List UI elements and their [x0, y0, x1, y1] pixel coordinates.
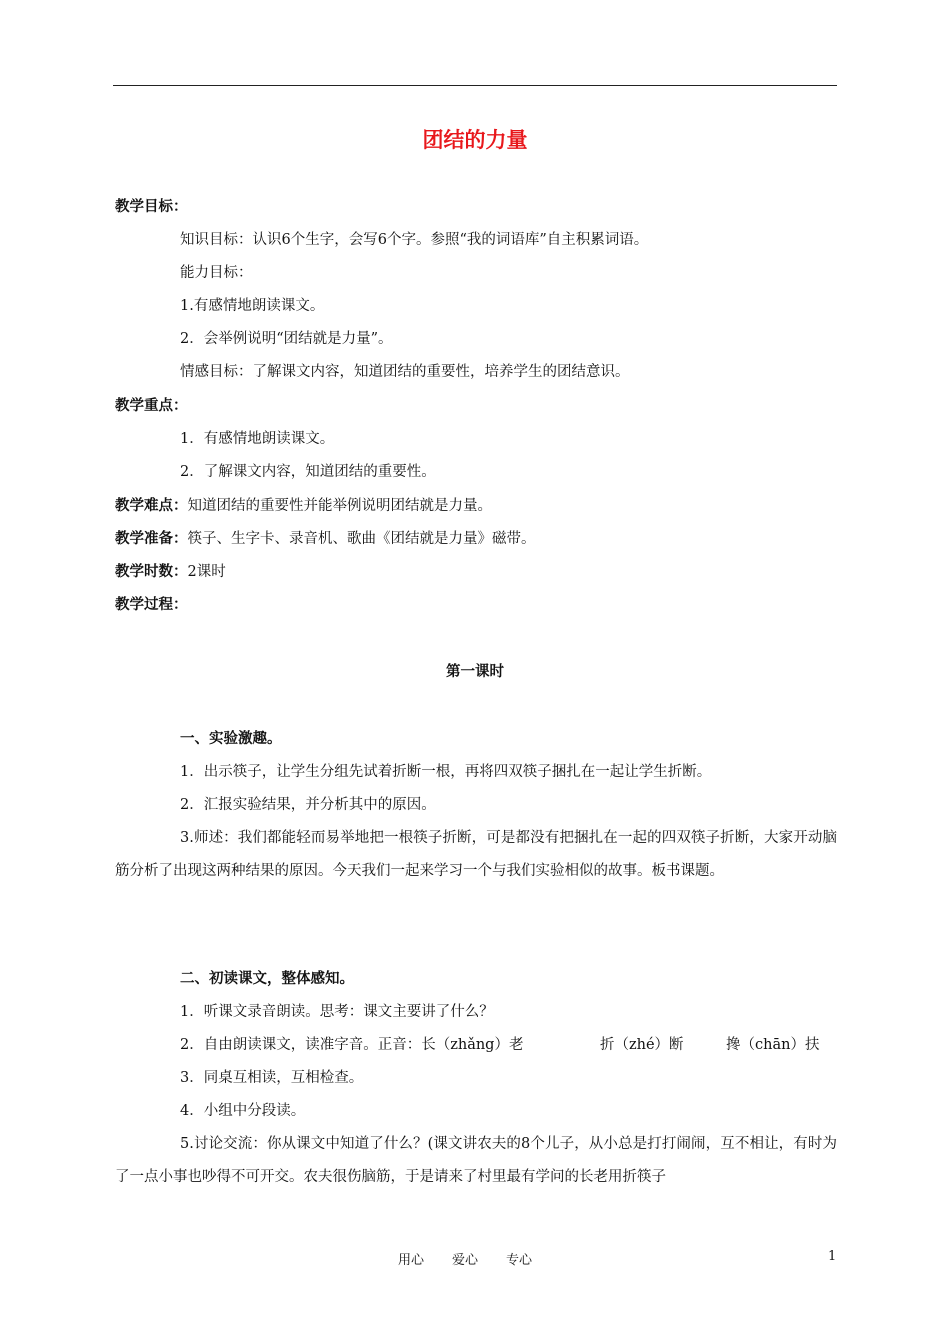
prep-label: 教学准备：	[115, 530, 188, 547]
hours-row	[115, 562, 226, 582]
hours-label: 教学时数：	[115, 563, 188, 580]
difficulty-text: 知道团结的重要性并能举例说明团结就是力量。	[187, 498, 492, 514]
hours-text: 2课时	[187, 564, 226, 580]
section1-item-2: 2．汇报实验结果，并分析其中的原因。	[180, 797, 436, 813]
footer-words	[398, 1249, 560, 1268]
section2-item-2-word3: 搀（chān）扶	[726, 1037, 820, 1053]
prep-text: 筷子、生字卡、录音机、歌曲《团结就是力量》磁带。	[187, 531, 536, 547]
goal-knowledge: 知识目标：认识6个生字，会写6个字。参照“我的词语库”自主积累词语。	[180, 232, 649, 248]
goal-ability-label: 能力目标：	[180, 265, 253, 281]
section2-item-1: 1．听课文录音朗读。思考：课文主要讲了什么？	[180, 1004, 494, 1020]
header-rule	[113, 85, 837, 86]
section2-item-4: 4．小组中分段读。	[180, 1103, 306, 1119]
goal-ability-1: 1.有感情地朗读课文。	[180, 298, 325, 314]
footer-word-2: 爱心	[452, 1253, 479, 1268]
goals-label: 教学目标：	[115, 198, 188, 215]
key-point-2: 2．了解课文内容，知道团结的重要性。	[180, 464, 436, 480]
section2-item-2: 2．自由朗读课文，读准字音。正音：长（zhǎng）老	[180, 1037, 524, 1053]
section1-heading: 一、实验激趣。	[180, 730, 282, 747]
section1-item-1: 1．出示筷子，让学生分组先试着折断一根，再将四双筷子捆扎在一起让学生折断。	[180, 764, 712, 780]
process-label: 教学过程：	[115, 596, 188, 613]
lesson-heading: 第一课时	[446, 663, 504, 680]
difficulty-row	[115, 496, 492, 516]
goal-emotion: 情感目标：了解课文内容，知道团结的重要性，培养学生的团结意识。	[180, 364, 630, 380]
goal-ability-2: 2．会举例说明“团结就是力量”。	[180, 331, 393, 347]
section1-paragraph: 3.师述：我们都能轻而易举地把一根筷子折断，可是都没有把捆扎在一起的四双筷子折断，大家开动脑筋分析了出现这两种结果的原因。今天我们一起来学习一个与我们实验相似的故事。板书课题。	[115, 830, 837, 879]
section2-item-3: 3．同桌互相读，互相检查。	[180, 1070, 364, 1086]
section2-item-2-word2: 折（zhé）断	[600, 1037, 684, 1053]
footer-word-3: 专心	[506, 1253, 533, 1268]
key-point-1: 1．有感情地朗读课文。	[180, 431, 335, 447]
document-title: 团结的力量	[422, 127, 528, 152]
page-number: 1	[828, 1249, 837, 1264]
prep-row	[115, 529, 536, 549]
section2-heading: 二、初读课文，整体感知。	[180, 970, 354, 987]
footer-word-1: 用心	[398, 1253, 425, 1268]
difficulty-label: 教学难点：	[115, 497, 188, 514]
key-label: 教学重点：	[115, 397, 188, 414]
section2-paragraph: 5.讨论交流：你从课文中知道了什么？(课文讲农夫的8个儿子，从小总是打打闹闹，互不相让，有时为了一点小事也吵得不可开交。农夫很伤脑筋，于是请来了村里最有学问的长老用折筷子	[115, 1136, 837, 1185]
